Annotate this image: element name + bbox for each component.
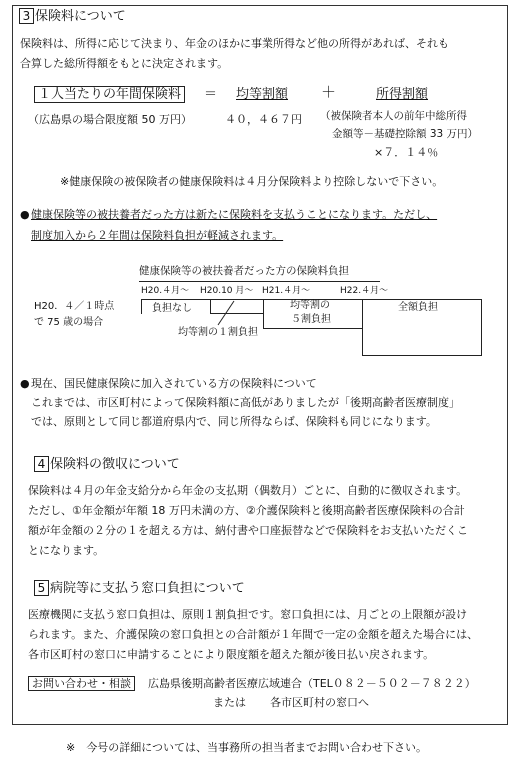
bullet-2-icon: ● bbox=[20, 377, 30, 390]
section-5-number: 5 bbox=[34, 580, 49, 596]
bullet-2-line-2: では、原則として同じ都道府県内で、同じ所得ならば、保険料も同じになります。 bbox=[31, 415, 437, 428]
contact-label: お問い合わせ・相談 bbox=[28, 676, 135, 691]
s5-line-3: 各市区町村の窓口に申請することにより限度額を超えた額が後日払い戻されます。 bbox=[28, 648, 435, 661]
phase-one-tenth: 均等割の１割負担 bbox=[178, 327, 258, 338]
deduction-note: ※健康保険の被保険者の健康保険料は４月分保険料より控除しないで下さい。 bbox=[60, 175, 444, 188]
s5-line-2: られます。また、介護保険の窓口負担との合計額が１年間で一定の金額を超えた場合には、 bbox=[28, 628, 479, 641]
half-burden-line-1: 均等割の bbox=[290, 300, 330, 311]
bullet-1-line-2: 制度加入から２年間は保険料負担が軽減されます。 bbox=[31, 229, 284, 242]
footer-note: ※ 今号の詳細については、当事務所の担当者までお問い合わせ下さい。 bbox=[66, 741, 427, 754]
contact-local-office: 各市区町村の窓口へ bbox=[270, 696, 369, 709]
diagram-case-line-2: で 75 歳の場合 bbox=[34, 317, 104, 328]
section-3-title: 保険料について bbox=[35, 8, 126, 24]
one-tenth-bar bbox=[211, 313, 263, 314]
section-3-heading bbox=[19, 8, 126, 24]
contact-or: または bbox=[213, 696, 246, 709]
income-note-line-1: （被保険者本人の前年中総所得 bbox=[320, 110, 467, 122]
bullet-1-icon: ● bbox=[20, 208, 30, 221]
phase-no-burden: 負担なし bbox=[152, 303, 192, 314]
diagram-date-3: H21.４月～ bbox=[262, 286, 311, 296]
income-note-line-2: 金額等－基礎控除額 33 万円） bbox=[332, 128, 479, 140]
formula-per-capita-amount: 均等割額 bbox=[236, 87, 289, 102]
s4-line-1: 保険料は４月の年金支給分から年金の支払期（偶数月）ごとに、自動的に徴収されます。 bbox=[28, 484, 468, 497]
per-capita-value: ４０，４６７円 bbox=[225, 113, 302, 126]
section-4-heading bbox=[34, 456, 180, 472]
phase-pointer-line bbox=[210, 299, 265, 329]
section-4-title: 保険料の徴収について bbox=[50, 456, 180, 472]
section-5-heading bbox=[34, 580, 245, 596]
s3-paragraph-line-1: 保険料は、所得に応じて決まり、年金のほかに事業所得など他の所得があれば、それも bbox=[20, 37, 449, 50]
section-5-title: 病院等に支払う窓口負担について bbox=[50, 580, 245, 596]
s4-line-3: 額が年金額の２分の１を超える方は、納付書や口座振替などで保険料をお支払いただくこ bbox=[28, 524, 468, 537]
diagram-title-underline bbox=[139, 281, 380, 282]
diagram-date-1: H20.４月～ bbox=[141, 286, 190, 296]
diagram-case-line-1: H20．４／１時点 bbox=[34, 301, 115, 312]
diagram-date-2: H20.10 月～ bbox=[200, 286, 254, 296]
contact-organization: 広島県後期高齢者医療広域連合（TEL０８２－５０２－７８２２） bbox=[148, 677, 476, 690]
bullet-2-line-1: これまでは、市区町村によって保険料額に高低がありましたが「後期高齢者医療制度」 bbox=[31, 396, 460, 409]
diagram-date-4: H22.４月～ bbox=[340, 286, 389, 296]
formula-income-amount: 所得割額 bbox=[376, 87, 429, 102]
s4-line-2: ただし、①年金額が年額 18 万円未満の方、②介護保険料と後期高齢者医療保険料の合計 bbox=[28, 504, 465, 517]
s5-line-1: 医療機関に支払う窓口負担は、原則１割負担です。窓口負担には、月ごとの上限額が設け bbox=[28, 608, 468, 621]
formula-annual-premium: １人当たりの年間保険料 bbox=[34, 86, 185, 103]
income-rate: ×７．１４％ bbox=[374, 146, 439, 159]
limit-note: （広島県の場合限度額 50 万円） bbox=[28, 113, 192, 126]
half-burden-line-2: ５割負担 bbox=[291, 314, 331, 325]
formula-plus: ＋ bbox=[321, 83, 337, 101]
formula-equals: ＝ bbox=[204, 87, 218, 102]
full-burden-label: 全額負担 bbox=[398, 302, 438, 313]
s3-paragraph-line-2: 合算した総所得額をもとに決定されます。 bbox=[20, 57, 229, 70]
bullet-1-line-1: 健康保険等の被扶養者だった方は新たに保険料を支払うことになります。ただし、 bbox=[31, 208, 438, 221]
diagram-title: 健康保険等の被扶養者だった方の保険料負担 bbox=[139, 265, 349, 277]
section-4-number: 4 bbox=[34, 456, 49, 472]
s4-line-4: とになります。 bbox=[28, 544, 105, 557]
bullet-2-title: 現在、国民健康保険に加入されている方の保険料について bbox=[31, 377, 317, 390]
section-3-number: 3 bbox=[19, 8, 34, 24]
timeline-tick-1 bbox=[141, 299, 142, 314]
